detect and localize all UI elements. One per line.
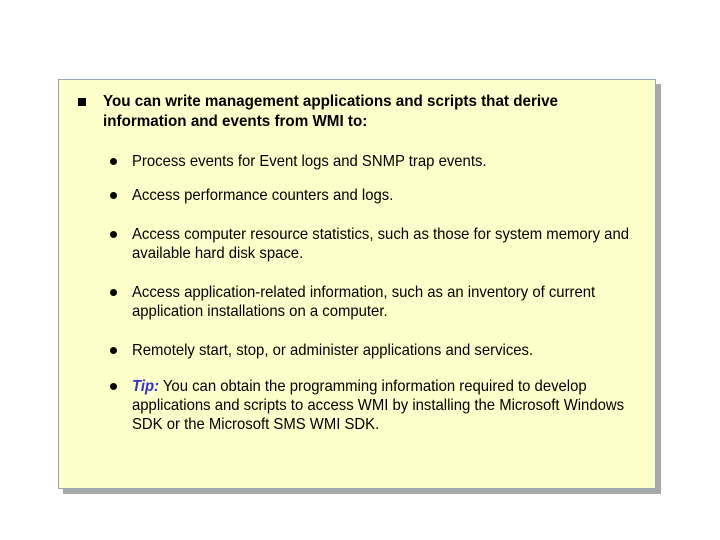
tip-text — [132, 377, 634, 434]
list-item-text: Access application-related information, such as an inventory of current application installations on a computer. — [132, 284, 596, 320]
list-item-text: Process events for Event logs and SNMP trap events. — [132, 153, 487, 170]
round-bullet-icon — [110, 347, 117, 354]
round-bullet-icon — [110, 383, 117, 390]
tip-label: Tip: — [132, 378, 159, 395]
list-item-text: Access computer resource statistics, such as those for system memory and available hard disk space. — [132, 226, 630, 262]
round-bullet-icon — [110, 192, 117, 199]
main-bullet-text: You can write management applications and scripts that derive information and events from WMI to: — [103, 93, 558, 130]
list-item-text: Remotely start, stop, or administer applications and services. — [132, 342, 534, 359]
round-bullet-icon — [110, 231, 117, 238]
list-item-text: Access performance counters and logs. — [132, 187, 394, 204]
round-bullet-icon — [110, 289, 117, 296]
square-bullet-icon — [78, 98, 86, 106]
tip-body: You can obtain the programming information required to develop applications and scripts to access WMI by installing the Microsoft Windows SDK or the Microsoft SMS WMI SDK. — [132, 378, 625, 433]
round-bullet-icon — [110, 158, 117, 165]
